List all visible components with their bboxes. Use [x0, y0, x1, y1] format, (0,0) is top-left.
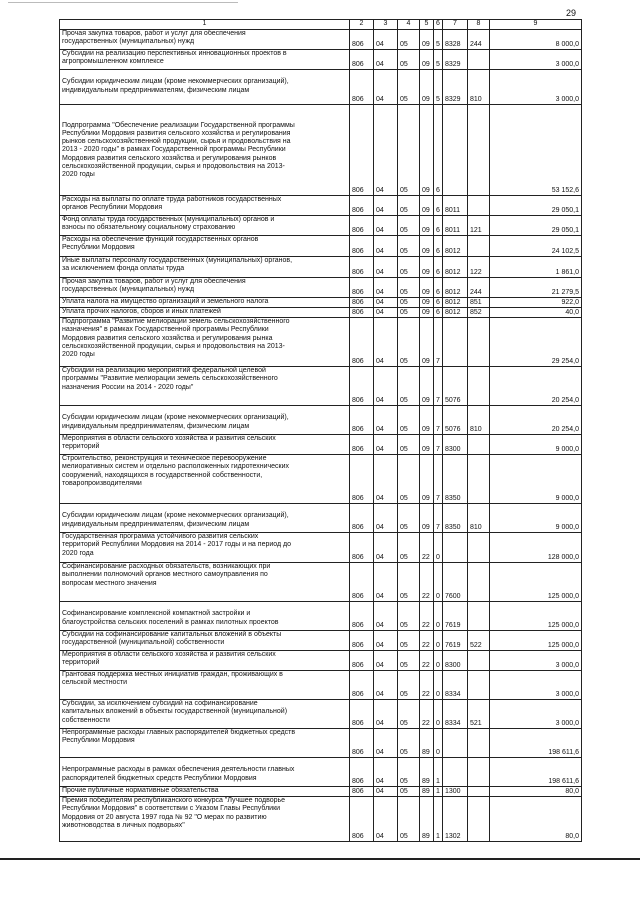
code-cell: 22: [420, 631, 434, 651]
code-cell: 05: [398, 651, 420, 671]
code-cell: 806: [350, 563, 374, 602]
code-cell: 806: [350, 631, 374, 651]
code-cell: 6: [434, 298, 443, 308]
code-cell: 806: [350, 308, 374, 318]
code-cell: 806: [350, 278, 374, 298]
code-cell: [468, 602, 490, 631]
code-cell: 1: [434, 787, 443, 797]
code-cell: 04: [374, 257, 398, 278]
row-name: Фонд оплаты труда государственных (муниципальных) органов и взносы по обязательному социальному страхованию: [60, 216, 350, 236]
code-cell: 8012: [443, 236, 468, 257]
code-cell: 6: [434, 196, 443, 216]
code-cell: 05: [398, 50, 420, 70]
code-cell: 8300: [443, 435, 468, 455]
table-row: [60, 50, 582, 70]
amount-cell: 3 000,0: [490, 651, 582, 671]
code-cell: 8300: [443, 651, 468, 671]
code-cell: 05: [398, 758, 420, 787]
code-cell: 04: [374, 787, 398, 797]
code-cell: 7: [434, 435, 443, 455]
code-cell: 0: [434, 533, 443, 563]
header-cell: 3: [374, 20, 398, 30]
code-cell: 8350: [443, 455, 468, 504]
code-cell: 806: [350, 602, 374, 631]
code-cell: 8334: [443, 700, 468, 729]
code-cell: 244: [468, 30, 490, 50]
code-cell: 09: [420, 216, 434, 236]
row-name: Субсидии юридическим лицам (кроме некоммерческих организаций), индивидуальным предпринимателям, физическим лицам: [60, 406, 350, 435]
header-cell: 7: [443, 20, 468, 30]
code-cell: 6: [434, 236, 443, 257]
row-name: Подпрограмма "Обеспечение реализации Государственной программы Республики Мордовия развития сельского хозяйства и регулирования рынков сельскохозяйственной продукции, сырья и продовольствия на 2013 - 2020 годы" в рамках Государственной программы Республики Мордовия развития сельского хозяйства и регулирования рынков сельскохозяйственной продукции, сырья и продовольствия на 2013- 2020 годы: [60, 105, 350, 196]
code-cell: 7: [434, 367, 443, 406]
code-cell: 04: [374, 308, 398, 318]
amount-cell: 128 000,0: [490, 533, 582, 563]
code-cell: 09: [420, 70, 434, 105]
code-cell: 806: [350, 455, 374, 504]
code-cell: 5: [434, 30, 443, 50]
amount-cell: 3 000,0: [490, 70, 582, 105]
code-cell: 806: [350, 700, 374, 729]
code-cell: 09: [420, 278, 434, 298]
amount-cell: 80,0: [490, 787, 582, 797]
row-name: Субсидии на реализацию мероприятий федеральной целевой программы "Развитие мелиорации земель сельскохозяйственного назначения России на 2014 - 2020 годы": [60, 367, 350, 406]
table-row: [60, 318, 582, 367]
code-cell: 89: [420, 729, 434, 758]
code-cell: 09: [420, 367, 434, 406]
amount-cell: 20 254,0: [490, 367, 582, 406]
code-cell: 0: [434, 602, 443, 631]
amount-cell: 24 102,5: [490, 236, 582, 257]
code-cell: 89: [420, 758, 434, 787]
code-cell: 851: [468, 298, 490, 308]
code-cell: 522: [468, 631, 490, 651]
amount-cell: 3 000,0: [490, 671, 582, 700]
row-name: Государственная программа устойчивого развития сельских территорий Республики Мордовия на 2014 - 2017 годы и на период до 2020 года: [60, 533, 350, 563]
code-cell: 6: [434, 257, 443, 278]
table-row: [60, 504, 582, 533]
code-cell: 1: [434, 758, 443, 787]
table-row: [60, 455, 582, 504]
code-cell: 05: [398, 216, 420, 236]
amount-cell: 80,0: [490, 797, 582, 842]
code-cell: 89: [420, 787, 434, 797]
code-cell: [468, 435, 490, 455]
code-cell: 122: [468, 257, 490, 278]
code-cell: 8329: [443, 50, 468, 70]
code-cell: 09: [420, 257, 434, 278]
code-cell: 04: [374, 602, 398, 631]
code-cell: 04: [374, 406, 398, 435]
code-cell: 0: [434, 631, 443, 651]
row-name: Непрограммные расходы в рамках обеспечения деятельности главных распорядителей бюджетных средств Республики Мордовия: [60, 758, 350, 787]
header-cell: 4: [398, 20, 420, 30]
code-cell: 09: [420, 236, 434, 257]
code-cell: 05: [398, 406, 420, 435]
table-row: [60, 729, 582, 758]
row-name: Мероприятия в области сельского хозяйства и развития сельских территорий: [60, 435, 350, 455]
row-name: Расходы на обеспечение функций государственных органов Республики Мордовия: [60, 236, 350, 257]
code-cell: 806: [350, 216, 374, 236]
page-number: 29: [566, 8, 577, 18]
code-cell: 810: [468, 406, 490, 435]
code-cell: 8328: [443, 30, 468, 50]
row-name: Прочие публичные нормативные обязательства: [60, 787, 350, 797]
code-cell: 04: [374, 70, 398, 105]
code-cell: [468, 50, 490, 70]
code-cell: [443, 318, 468, 367]
amount-cell: 9 000,0: [490, 455, 582, 504]
amount-cell: 29 254,0: [490, 318, 582, 367]
code-cell: 09: [420, 50, 434, 70]
bottom-divider: [0, 858, 640, 860]
code-cell: 04: [374, 50, 398, 70]
table-row: [60, 758, 582, 787]
code-cell: [468, 105, 490, 196]
code-cell: 0: [434, 729, 443, 758]
code-cell: [468, 797, 490, 842]
table-row: [60, 797, 582, 842]
code-cell: [443, 729, 468, 758]
code-cell: 05: [398, 367, 420, 406]
code-cell: 806: [350, 30, 374, 50]
code-cell: 121: [468, 216, 490, 236]
code-cell: 7: [434, 455, 443, 504]
code-cell: 244: [468, 278, 490, 298]
code-cell: 04: [374, 367, 398, 406]
code-cell: 6: [434, 308, 443, 318]
code-cell: 0: [434, 671, 443, 700]
code-cell: 22: [420, 651, 434, 671]
code-cell: 0: [434, 651, 443, 671]
code-cell: 09: [420, 504, 434, 533]
code-cell: 806: [350, 729, 374, 758]
table-row: [60, 367, 582, 406]
code-cell: 806: [350, 758, 374, 787]
amount-cell: 3 000,0: [490, 700, 582, 729]
code-cell: 04: [374, 631, 398, 651]
code-cell: 6: [434, 216, 443, 236]
row-name: Софинансирование расходных обязательств, возникающих при выполнении полномочий органов местного самоуправления по вопросам местного значения: [60, 563, 350, 602]
code-cell: 09: [420, 105, 434, 196]
row-name: Грантовая поддержка местных инициатив граждан, проживающих в сельской местности: [60, 671, 350, 700]
amount-cell: 40,0: [490, 308, 582, 318]
code-cell: 8012: [443, 257, 468, 278]
table-row: [60, 30, 582, 50]
header-cell: 8: [468, 20, 490, 30]
code-cell: 05: [398, 504, 420, 533]
code-cell: 8334: [443, 671, 468, 700]
code-cell: [468, 367, 490, 406]
table-row: [60, 602, 582, 631]
code-cell: 7: [434, 406, 443, 435]
code-cell: 05: [398, 308, 420, 318]
code-cell: 89: [420, 797, 434, 842]
code-cell: 09: [420, 298, 434, 308]
amount-cell: 3 000,0: [490, 50, 582, 70]
code-cell: 04: [374, 216, 398, 236]
code-cell: [468, 455, 490, 504]
code-cell: 05: [398, 435, 420, 455]
code-cell: 0: [434, 700, 443, 729]
code-cell: 04: [374, 700, 398, 729]
row-name: Субсидии на софинансирование капитальных вложений в объекты государственной (муниципальной) собственности: [60, 631, 350, 651]
code-cell: 04: [374, 318, 398, 367]
amount-cell: 29 050,1: [490, 196, 582, 216]
code-cell: 7619: [443, 602, 468, 631]
code-cell: [468, 729, 490, 758]
amount-cell: 125 000,0: [490, 602, 582, 631]
code-cell: 22: [420, 533, 434, 563]
amount-cell: 8 000,0: [490, 30, 582, 50]
amount-cell: 9 000,0: [490, 504, 582, 533]
row-name: Уплата налога на имущество организаций и земельного налога: [60, 298, 350, 308]
code-cell: 1300: [443, 787, 468, 797]
code-cell: 04: [374, 651, 398, 671]
code-cell: 8011: [443, 196, 468, 216]
code-cell: 806: [350, 367, 374, 406]
code-cell: 04: [374, 435, 398, 455]
code-cell: 8329: [443, 70, 468, 105]
code-cell: 04: [374, 236, 398, 257]
code-cell: 04: [374, 533, 398, 563]
row-name: Уплата прочих налогов, сборов и иных платежей: [60, 308, 350, 318]
code-cell: [443, 105, 468, 196]
row-name: Строительство, реконструкция и техническое перевооружение мелиоративных систем и отдельно расположенных гидротехнических сооружений, находящихся в государственной собственности, товаропроизводителями: [60, 455, 350, 504]
code-cell: 5: [434, 70, 443, 105]
table-header: [60, 20, 582, 30]
code-cell: [443, 533, 468, 563]
code-cell: 852: [468, 308, 490, 318]
amount-cell: 21 279,5: [490, 278, 582, 298]
code-cell: 05: [398, 729, 420, 758]
amount-cell: 198 611,6: [490, 729, 582, 758]
code-cell: 05: [398, 105, 420, 196]
header-cell: 9: [490, 20, 582, 30]
table-row: [60, 700, 582, 729]
row-name: Непрограммные расходы главных распорядителей бюджетных средств Республики Мордовия: [60, 729, 350, 758]
code-cell: 09: [420, 406, 434, 435]
table-row: [60, 298, 582, 308]
code-cell: [468, 563, 490, 602]
code-cell: [468, 533, 490, 563]
code-cell: 05: [398, 30, 420, 50]
code-cell: 05: [398, 257, 420, 278]
code-cell: 806: [350, 406, 374, 435]
table-row: [60, 196, 582, 216]
code-cell: [468, 651, 490, 671]
code-cell: [468, 758, 490, 787]
code-cell: 6: [434, 105, 443, 196]
header-cell: 1: [60, 20, 350, 30]
amount-cell: 198 611,6: [490, 758, 582, 787]
code-cell: 806: [350, 298, 374, 308]
row-name: Иные выплаты персоналу государственных (муниципальных) органов, за исключением фонда оплаты труда: [60, 257, 350, 278]
code-cell: 806: [350, 797, 374, 842]
row-name: Прочая закупка товаров, работ и услуг для обеспечения государственных (муниципальных) нужд: [60, 278, 350, 298]
code-cell: 8012: [443, 308, 468, 318]
code-cell: 22: [420, 602, 434, 631]
code-cell: 04: [374, 455, 398, 504]
row-name: Субсидии на реализацию перспективных инновационных проектов в агропромышленном комплексе: [60, 50, 350, 70]
code-cell: 05: [398, 455, 420, 504]
code-cell: 1302: [443, 797, 468, 842]
code-cell: 05: [398, 533, 420, 563]
code-cell: 04: [374, 729, 398, 758]
code-cell: [468, 787, 490, 797]
amount-cell: 53 152,6: [490, 105, 582, 196]
table-row: [60, 278, 582, 298]
table-row: [60, 631, 582, 651]
code-cell: 806: [350, 318, 374, 367]
table-row: [60, 651, 582, 671]
code-cell: 09: [420, 318, 434, 367]
code-cell: 810: [468, 504, 490, 533]
amount-cell: 9 000,0: [490, 435, 582, 455]
table-row: [60, 787, 582, 797]
code-cell: [468, 671, 490, 700]
code-cell: 8012: [443, 278, 468, 298]
row-name: Субсидии юридическим лицам (кроме некоммерческих организаций), индивидуальным предпринимателям, физическим лицам: [60, 504, 350, 533]
code-cell: 05: [398, 671, 420, 700]
code-cell: 04: [374, 278, 398, 298]
amount-cell: 29 050,1: [490, 216, 582, 236]
code-cell: 1: [434, 797, 443, 842]
code-cell: 05: [398, 700, 420, 729]
table-body: [60, 30, 582, 842]
code-cell: 806: [350, 50, 374, 70]
code-cell: 04: [374, 504, 398, 533]
row-name: Субсидии, за исключением субсидий на софинансирование капитальных вложений в объекты государственной (муниципальной) собственности: [60, 700, 350, 729]
code-cell: 09: [420, 196, 434, 216]
header-cell: 6: [434, 20, 443, 30]
code-cell: 05: [398, 787, 420, 797]
table-row: [60, 70, 582, 105]
code-cell: 05: [398, 563, 420, 602]
code-cell: 806: [350, 533, 374, 563]
row-name: Субсидии юридическим лицам (кроме некоммерческих организаций), индивидуальным предпринимателям, физическим лицам: [60, 70, 350, 105]
amount-cell: 922,0: [490, 298, 582, 308]
code-cell: [443, 758, 468, 787]
code-cell: 05: [398, 631, 420, 651]
code-cell: 7: [434, 504, 443, 533]
code-cell: 806: [350, 196, 374, 216]
code-cell: 05: [398, 298, 420, 308]
table-row: [60, 533, 582, 563]
code-cell: 05: [398, 797, 420, 842]
row-name: Премия победителям республиканского конкурса "Лучшее подворье Республики Мордовия" в соответствии с Указом Главы Республики Мордовия от 20 августа 1997 года № 92 "О мерах по развитию животноводства в личных подворьях": [60, 797, 350, 842]
code-cell: 04: [374, 196, 398, 216]
code-cell: 806: [350, 257, 374, 278]
code-cell: 09: [420, 435, 434, 455]
header-cell: 5: [420, 20, 434, 30]
row-name: Мероприятия в области сельского хозяйства и развития сельских территорий: [60, 651, 350, 671]
table-row: [60, 105, 582, 196]
table-row: [60, 563, 582, 602]
code-cell: 806: [350, 787, 374, 797]
code-cell: 09: [420, 30, 434, 50]
code-cell: 8350: [443, 504, 468, 533]
row-name: Расходы на выплаты по оплате труда работников государственных органов Республики Мордовия: [60, 196, 350, 216]
code-cell: 6: [434, 278, 443, 298]
amount-cell: 125 000,0: [490, 563, 582, 602]
code-cell: 0: [434, 563, 443, 602]
table-row: [60, 216, 582, 236]
code-cell: 22: [420, 671, 434, 700]
table-row: [60, 236, 582, 257]
table-row: [60, 257, 582, 278]
code-cell: 5076: [443, 367, 468, 406]
code-cell: 05: [398, 318, 420, 367]
code-cell: 806: [350, 70, 374, 105]
code-cell: 8012: [443, 298, 468, 308]
code-cell: 04: [374, 671, 398, 700]
code-cell: 04: [374, 563, 398, 602]
code-cell: 7619: [443, 631, 468, 651]
code-cell: 05: [398, 70, 420, 105]
code-cell: 05: [398, 602, 420, 631]
code-cell: 806: [350, 504, 374, 533]
code-cell: 09: [420, 455, 434, 504]
code-cell: 7: [434, 318, 443, 367]
code-cell: 04: [374, 105, 398, 196]
table-row: [60, 671, 582, 700]
row-name: Подпрограмма "Развитие мелиорации земель сельскохозяйственного назначения" в рамках Государственной программы Республики Мордовия развития сельского хозяйства и регулирования рынка сельскохозяйственной продукции, сырья и продовольствия на 2013- 2020 годы: [60, 318, 350, 367]
row-name: Софинансирование комплексной компактной застройки и благоустройства сельских поселений в рамках пилотных проектов: [60, 602, 350, 631]
code-cell: 09: [420, 308, 434, 318]
code-cell: 04: [374, 797, 398, 842]
code-cell: [468, 196, 490, 216]
header-cell: 2: [350, 20, 374, 30]
amount-cell: 1 861,0: [490, 257, 582, 278]
code-cell: [468, 318, 490, 367]
code-cell: [468, 236, 490, 257]
code-cell: 05: [398, 278, 420, 298]
table-row: [60, 308, 582, 318]
code-cell: 806: [350, 105, 374, 196]
code-cell: 04: [374, 298, 398, 308]
code-cell: 806: [350, 651, 374, 671]
code-cell: 810: [468, 70, 490, 105]
table-row: [60, 406, 582, 435]
table-row: [60, 435, 582, 455]
code-cell: 5: [434, 50, 443, 70]
code-cell: 05: [398, 236, 420, 257]
code-cell: 806: [350, 435, 374, 455]
code-cell: 22: [420, 563, 434, 602]
code-cell: 521: [468, 700, 490, 729]
code-cell: 05: [398, 196, 420, 216]
code-cell: 8011: [443, 216, 468, 236]
amount-cell: 20 254,0: [490, 406, 582, 435]
code-cell: 22: [420, 700, 434, 729]
top-divider: [8, 2, 238, 3]
code-cell: 806: [350, 671, 374, 700]
code-cell: 806: [350, 236, 374, 257]
amount-cell: 125 000,0: [490, 631, 582, 651]
code-cell: 5076: [443, 406, 468, 435]
budget-table: [59, 19, 582, 842]
row-name: Прочая закупка товаров, работ и услуг для обеспечения государственных (муниципальных) нужд: [60, 30, 350, 50]
code-cell: 04: [374, 758, 398, 787]
code-cell: 04: [374, 30, 398, 50]
code-cell: 7600: [443, 563, 468, 602]
